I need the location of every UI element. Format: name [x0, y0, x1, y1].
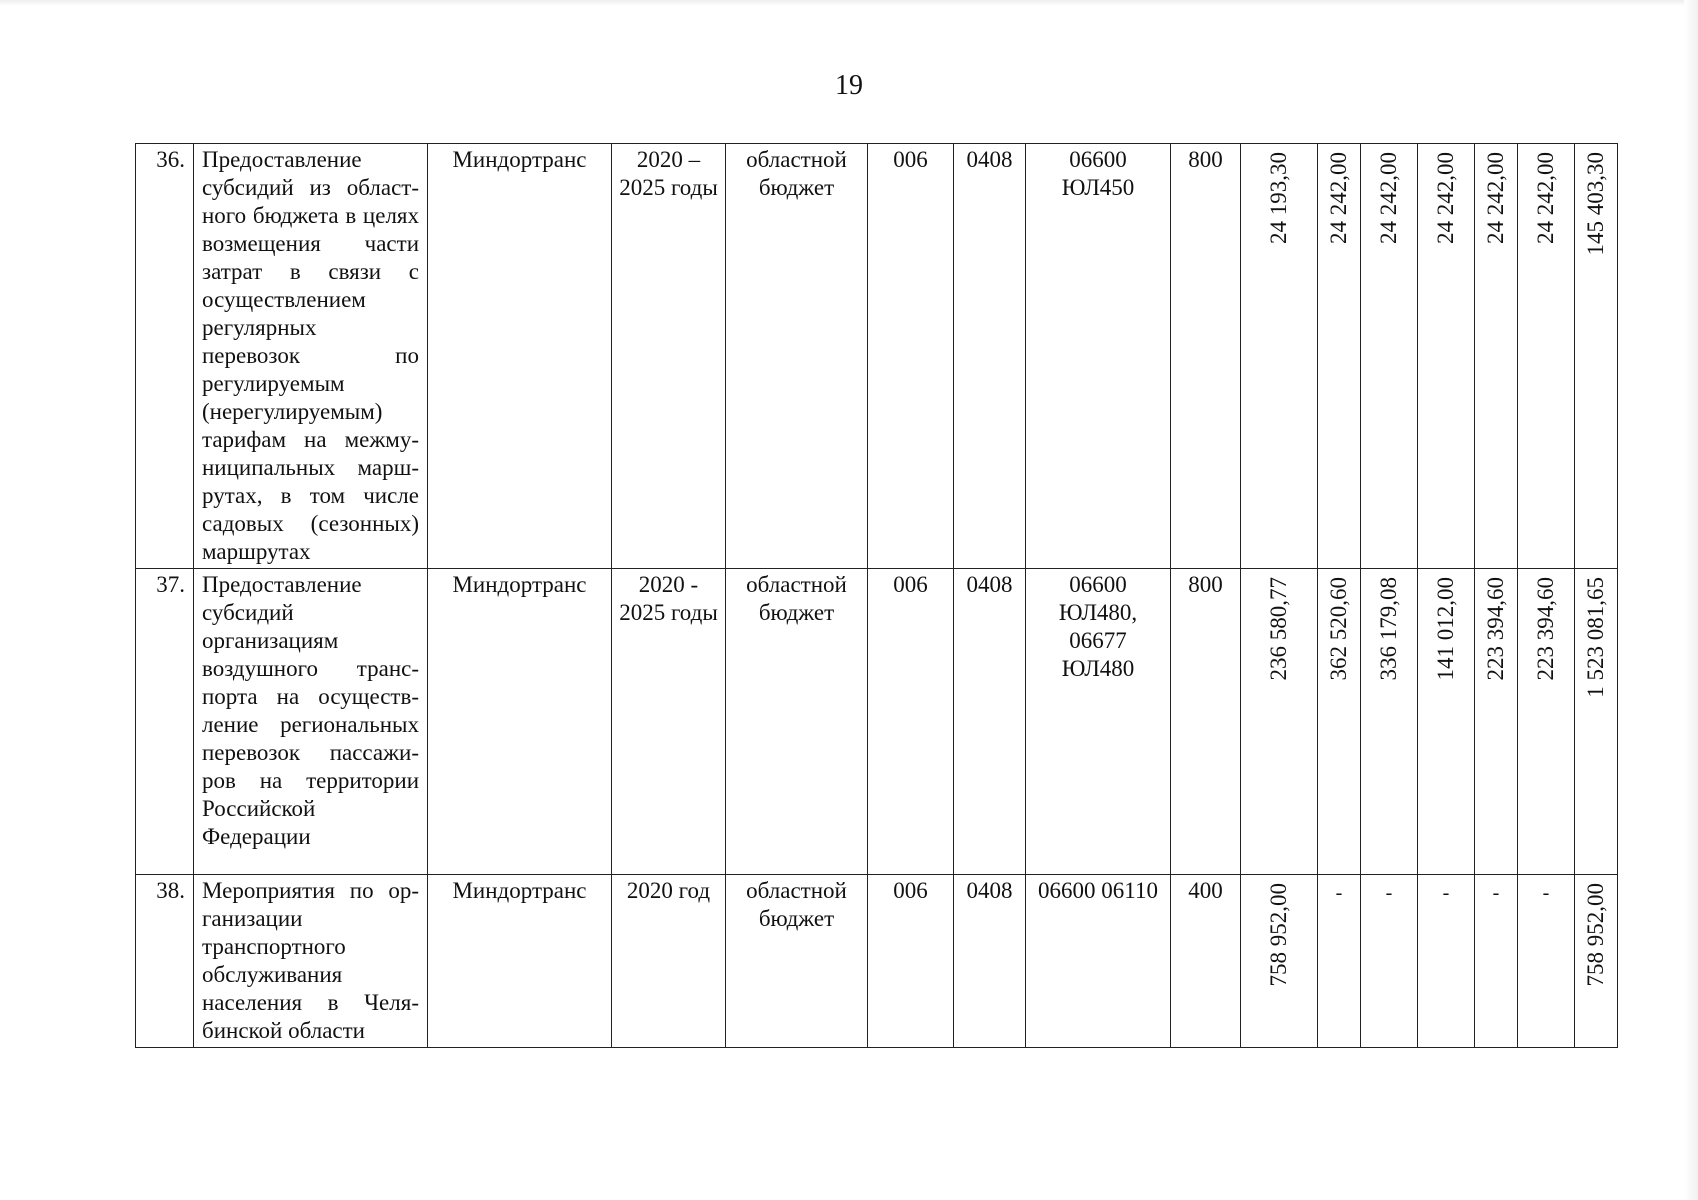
- amount-value: 24 242,00: [1483, 152, 1508, 244]
- total-amount-cell: [1575, 875, 1618, 1048]
- amount-value: 24 242,00: [1326, 152, 1351, 244]
- target-code-cell: 06600 06110: [1026, 875, 1171, 1048]
- amount-year-cell: [1241, 569, 1318, 875]
- period-cell: 2020 год: [612, 875, 726, 1048]
- section-code-cell: 0408: [954, 569, 1026, 875]
- amount-year-cell: [1418, 144, 1475, 569]
- description-cell: Предоставление субсидий организациям воздушного транс-порта на осуществ-ление региональных перевозок пассажи-ров на территории Российской Федерации: [194, 569, 428, 875]
- description-cell: Мероприятия по ор-ганизации транспортного обслуживания населения в Челя-бинской области: [194, 875, 428, 1048]
- amount-year-cell: [1518, 569, 1575, 875]
- total-amount-value: 145 403,30: [1583, 152, 1608, 256]
- total-amount-value: 758 952,00: [1583, 883, 1608, 987]
- row-number-cell: 37.: [136, 569, 194, 875]
- amount-year-cell: [1475, 144, 1518, 569]
- scan-right-edge: [1684, 0, 1698, 1200]
- amount-year-cell: [1418, 569, 1475, 875]
- funding-source-cell: областной бюджет: [726, 569, 868, 875]
- row-number-cell: 36.: [136, 144, 194, 569]
- amount-year-cell: [1361, 569, 1418, 875]
- target-code-cell: 06600 ЮЛ450: [1026, 144, 1171, 569]
- amount-value: 336 179,08: [1376, 577, 1401, 681]
- amount-year-cell: [1518, 144, 1575, 569]
- executor-cell: Миндортранс: [428, 569, 612, 875]
- funding-source-cell: областной бюджет: [726, 875, 868, 1048]
- amount-value: 362 520,60: [1326, 577, 1351, 681]
- amount-value: 758 952,00: [1266, 883, 1291, 987]
- grbs-code-cell: 006: [868, 144, 954, 569]
- amount-value: 24 242,00: [1376, 152, 1401, 244]
- period-cell: 2020 - 2025 годы: [612, 569, 726, 875]
- amount-value: 236 580,77: [1266, 577, 1291, 681]
- amount-value: 223 394,60: [1533, 577, 1558, 681]
- expense-type-cell: 800: [1171, 569, 1241, 875]
- amount-year-cell: -: [1418, 875, 1475, 1048]
- amount-year-cell: [1318, 144, 1361, 569]
- expense-type-cell: 800: [1171, 144, 1241, 569]
- amount-year-cell: -: [1518, 875, 1575, 1048]
- section-code-cell: 0408: [954, 144, 1026, 569]
- amount-value: 24 242,00: [1433, 152, 1458, 244]
- total-amount-cell: [1575, 569, 1618, 875]
- grbs-code-cell: 006: [868, 875, 954, 1048]
- amount-year-cell: [1241, 875, 1318, 1048]
- amount-year-cell: -: [1361, 875, 1418, 1048]
- description-cell: Предоставление субсидий из област-ного бюджета в целях возмещения части затрат в связи с осуществлением регулярных перевозок по регулируемым (нерегулируемым) тарифам на межму-ниципальных марш-рутах, в том числе садовых (сезонных) маршрутах: [194, 144, 428, 569]
- period-cell: 2020 – 2025 годы: [612, 144, 726, 569]
- scan-top-strip: [0, 0, 1698, 6]
- amount-value: 24 242,00: [1533, 152, 1558, 244]
- table-row: [136, 875, 1618, 1048]
- grbs-code-cell: 006: [868, 569, 954, 875]
- amount-year-cell: -: [1318, 875, 1361, 1048]
- budget-table-wrapper: [135, 143, 1608, 1048]
- table-row: [136, 569, 1618, 875]
- amount-value: 223 394,60: [1483, 577, 1508, 681]
- row-number-cell: 38.: [136, 875, 194, 1048]
- expense-type-cell: 400: [1171, 875, 1241, 1048]
- section-code-cell: 0408: [954, 875, 1026, 1048]
- amount-year-cell: -: [1475, 875, 1518, 1048]
- table-row: [136, 144, 1618, 569]
- amount-value: 24 193,30: [1266, 152, 1291, 244]
- funding-source-cell: областной бюджет: [726, 144, 868, 569]
- amount-value: 141 012,00: [1433, 577, 1458, 681]
- executor-cell: Миндортранс: [428, 144, 612, 569]
- executor-cell: Миндортранс: [428, 875, 612, 1048]
- amount-year-cell: [1318, 569, 1361, 875]
- amount-year-cell: [1475, 569, 1518, 875]
- page-number: 19: [835, 70, 863, 101]
- target-code-cell: 06600 ЮЛ480, 06677 ЮЛ480: [1026, 569, 1171, 875]
- amount-year-cell: [1361, 144, 1418, 569]
- budget-table: [135, 143, 1618, 1048]
- total-amount-cell: [1575, 144, 1618, 569]
- amount-year-cell: [1241, 144, 1318, 569]
- total-amount-value: 1 523 081,65: [1583, 577, 1608, 698]
